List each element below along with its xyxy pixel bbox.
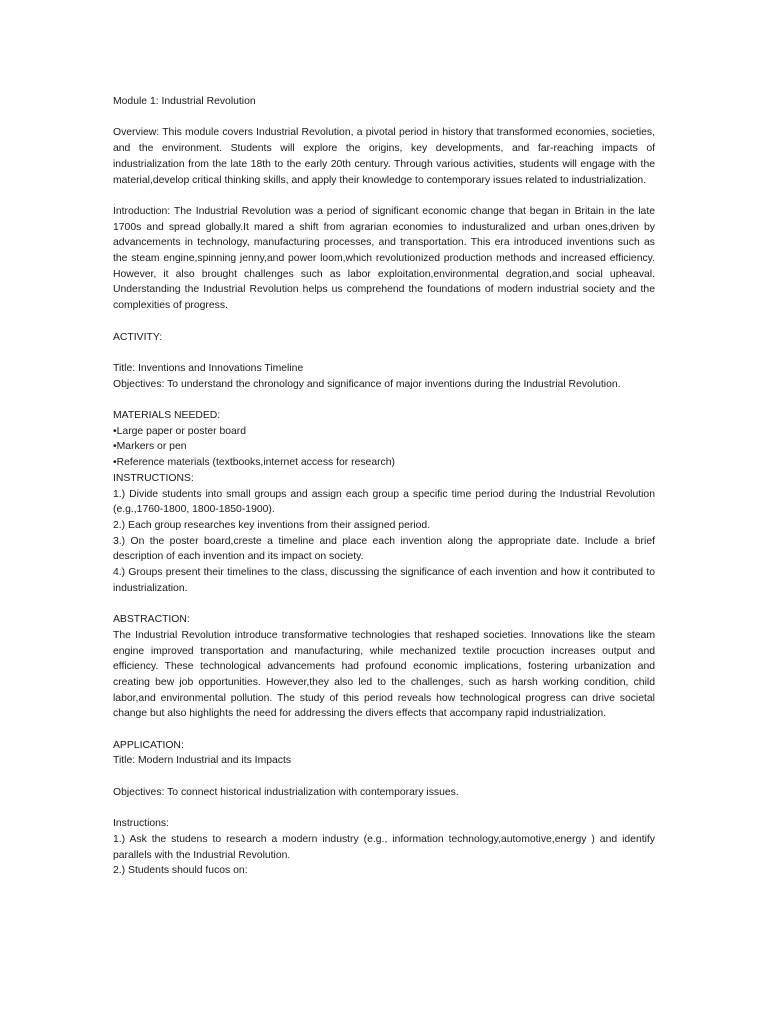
spacer xyxy=(113,801,655,817)
application-objectives: Objectives: To connect historical industrialization with contemporary issues. xyxy=(113,786,459,798)
instruction-item: 2.) Each group researches key inventions from their assigned period. xyxy=(113,519,431,531)
spacer xyxy=(113,314,655,330)
instructions-heading: INSTRUCTIONS: xyxy=(113,472,194,484)
material-item: •Markers or pen xyxy=(113,441,187,453)
instruction-item: 1.) Divide students into small groups and assign each group a specific time period during the Industrial Revolution (e.g.,1760-1800, 1800-1850-1900). xyxy=(113,488,655,516)
material-item: •Reference materials (textbooks,internet access for research) xyxy=(113,457,395,469)
module-title: Module 1: Industrial Revolution xyxy=(113,96,256,107)
materials-heading: MATERIALS NEEDED: xyxy=(113,409,221,421)
activity-heading: ACTIVITY: xyxy=(113,331,163,343)
instruction-item: 4.) Groups present their timelines to the class, discussing the significance of each invention and how it contributed to industrialization. xyxy=(113,567,655,594)
activity-objectives: Objectives: To understand the chronology and significance of major inventions during the Industrial Revolution. xyxy=(113,378,621,390)
activity-title: Title: Inventions and Innovations Timeline xyxy=(113,362,304,374)
spacer xyxy=(113,392,655,408)
instruction-item: 3.) On the poster board,creste a timeline and place each invention along the appropriate date. Include a brief description of each invention and its impact on society. xyxy=(113,535,655,563)
spacer xyxy=(113,345,655,361)
application-instruction-item: 1.) Ask the studens to research a modern industry (e.g., information technology,automotive,energy ) and identify parallels with the Industrial Revolution. xyxy=(113,833,655,861)
spacer xyxy=(113,110,655,126)
introduction-paragraph: Introduction: The Industrial Revolution was a period of significant economic change that began in Britain in the late 1700s and spread globally.It mared a shift from agrarian economies to industuralized and urban ones,driven by advancements in technology, manufacturing processes, and transportation. This era introduced inventions such as the steam engine,spinning jenny,and power loom,which revolutionized production methods and increased efficiency. However, it also brought challenges such as labor exploitation,environmental degration,and social upheaval. Understanding the Industrial Revolution helps us comprehend the foundations of modern industrial society and the complexities of progress. xyxy=(113,205,655,312)
spacer xyxy=(113,722,655,738)
material-item: •Large paper or poster board xyxy=(113,425,247,437)
abstraction-paragraph: The Industrial Revolution introduce transformative technologies that reshaped societies. Innovations like the steam engine improved transportation and manufacturing, while mechanized textile procuction increases output and efficiency. These technological advancements had profound economic implications, fostering urbanization and creating bew job opportunities. However,they also led to the challenges, such as harsh working condition, child labor,and environmental pollution. The study of this period reveals how technological progress can drive societal change but also highlights the need for addressing the divers effects that accompany rapid industrialization. xyxy=(113,629,655,720)
spacer xyxy=(113,188,655,204)
abstraction-heading: ABSTRACTION: xyxy=(113,614,190,626)
application-heading: APPLICATION: xyxy=(113,739,184,751)
application-title: Title: Modern Industrial and its Impacts xyxy=(113,755,292,767)
spacer xyxy=(113,769,655,785)
spacer xyxy=(113,596,655,612)
overview-paragraph: Overview: This module covers Industrial Revolution, a pivotal period in history that transformed economies, societies, and the environment. Students will explore the origins, key developments, and far-reaching impacts of industrialization from the late 18th to the early 20th century. Through various activities, students will engage with the material,develop critical thinking skills, and apply their knowledge to contemporary issues related to industrialization. xyxy=(113,127,655,186)
application-instruction-item: 2.) Students should fucos on: xyxy=(113,865,248,877)
application-instructions-heading: Instructions: xyxy=(113,818,170,830)
